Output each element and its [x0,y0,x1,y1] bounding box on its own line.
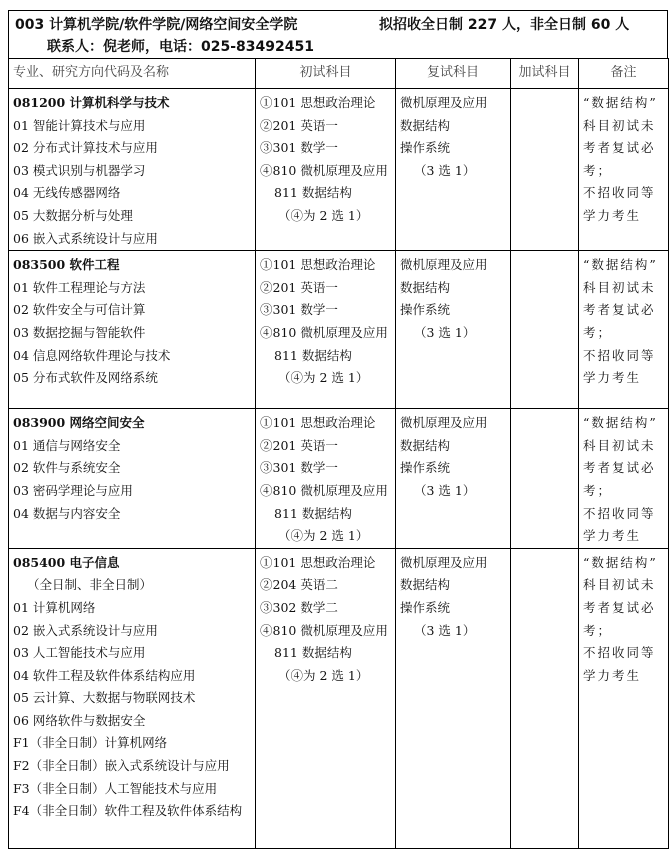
retest-subject: （3 选 1） [414,324,476,340]
research-direction: 01 智能计算技术与应用 [13,117,146,133]
exam-cell [256,409,396,549]
exam-subject: ②201 英语一 [260,279,338,295]
exam-subject: ②201 英语一 [260,117,338,133]
exam-subject: ④810 微机原理及应用 [260,622,388,638]
research-direction: 04 无线传感器网络 [13,185,121,201]
exam-subject: ②204 英语二 [260,577,338,593]
research-direction: 05 云计算、大数据与物联网技术 [13,690,196,706]
program-table [8,58,669,849]
note-line: 考； [583,162,613,178]
retest-subject: 数据结构 [400,577,451,593]
research-direction: 03 密码学理论与应用 [13,482,133,498]
research-direction: F4（非全日制）软件工程及软件体系结构 [13,803,243,819]
note-line: 科目初试未 [583,577,656,593]
major-name: 081200 计算机科学与技术 [13,95,170,110]
exam-cell [256,548,396,848]
note-line: 考者复试必 [583,140,656,156]
notes-cell [579,409,669,549]
notes-cell [579,548,669,848]
admission-table [8,10,668,849]
research-direction: 02 分布式计算技术与应用 [13,140,158,156]
note-line: 考者复试必 [583,460,656,476]
exam-subject: ③301 数学一 [260,140,338,156]
exam-subject: ①101 思想政治理论 [260,257,376,273]
research-direction: 01 通信与网络安全 [13,437,121,453]
research-direction: F1（非全日制）计算机网络 [13,735,168,751]
research-direction: 05 分布式软件及网络系统 [13,370,158,386]
major-cell [9,409,256,549]
exam-cell [256,89,396,251]
exam-subject: ④810 微机原理及应用 [260,482,388,498]
research-direction: 03 人工智能技术与应用 [13,645,146,661]
retest-subject: 数据结构 [400,279,451,295]
research-direction: 03 数据挖掘与智能软件 [13,324,146,340]
retest-cell [396,251,511,409]
exam-subject: ④810 微机原理及应用 [260,324,388,340]
research-direction: 01 计算机网络 [13,599,96,615]
note-line: 学力考生 [583,528,642,544]
note-line: 不招收同等 [583,645,656,661]
exam-subject: ③301 数学一 [260,302,338,318]
note-line: 不招收同等 [583,185,656,201]
note-line: 科目初试未 [583,279,656,295]
extra-cell [511,89,579,251]
note-line: “数据结构” [583,95,658,110]
exam-subject: 811 数据结构 [274,347,352,363]
major-cell [9,251,256,409]
note-line: 不招收同等 [583,347,656,363]
retest-subject: 操作系统 [400,302,451,318]
note-line: “数据结构” [583,415,658,431]
note-line: 学力考生 [583,207,642,223]
note-line: 考； [583,482,613,498]
program-row [9,409,669,549]
col-header-exam: 初试科目 [256,59,396,89]
exam-subject: ①101 思想政治理论 [260,415,376,431]
retest-subject: 微机原理及应用 [400,95,488,110]
retest-cell [396,89,511,251]
enrollment-quota: 拟招收全日制 227 人，非全日制 60 人 [379,17,630,33]
research-direction: 06 嵌入式系统设计与应用 [13,230,158,246]
exam-subject: （④为 2 选 1） [278,207,369,223]
research-direction: 06 网络软件与数据安全 [13,712,146,728]
col-header-notes: 备注 [579,59,669,89]
research-direction: 05 大数据分析与处理 [13,207,133,223]
major-name: 083500 软件工程 [13,257,120,273]
major-cell [9,548,256,848]
note-line: 考者复试必 [583,302,656,318]
exam-subject: 811 数据结构 [274,505,352,521]
note-line: 不招收同等 [583,505,656,521]
retest-cell [396,409,511,549]
exam-cell [256,251,396,409]
major-name: 083900 网络空间安全 [13,415,145,431]
research-direction: 02 软件安全与可信计算 [13,302,146,318]
extra-cell [511,548,579,848]
major-cell [9,89,256,251]
retest-subject: 微机原理及应用 [400,257,488,273]
retest-subject: 微机原理及应用 [400,554,488,570]
retest-subject: （3 选 1） [414,162,476,178]
note-line: 考； [583,324,613,340]
exam-subject: ②201 英语一 [260,437,338,453]
research-direction: F2（非全日制）嵌入式系统设计与应用 [13,758,230,774]
retest-subject: 操作系统 [400,460,451,476]
retest-subject: 数据结构 [400,117,451,133]
retest-subject: 数据结构 [400,437,451,453]
research-direction: 04 信息网络软件理论与技术 [13,347,171,363]
research-direction: 02 软件与系统安全 [13,460,121,476]
retest-subject: （3 选 1） [414,482,476,498]
exam-subject: 811 数据结构 [274,645,352,661]
exam-subject: ①101 思想政治理论 [260,554,376,570]
retest-subject: （3 选 1） [414,622,476,638]
research-direction: 04 软件工程及软件体系结构应用 [13,667,196,683]
exam-subject: ③301 数学一 [260,460,338,476]
col-header-retest: 复试科目 [396,59,511,89]
note-line: “数据结构” [583,554,658,570]
exam-subject: （④为 2 选 1） [278,370,369,386]
retest-cell [396,548,511,848]
program-row [9,548,669,848]
retest-subject: 操作系统 [400,599,451,615]
col-header-extra: 加试科目 [511,59,579,89]
retest-subject: 微机原理及应用 [400,415,488,431]
department-name: 003 计算机学院/软件学院/网络空间安全学院 [15,17,298,33]
note-line: 科目初试未 [583,437,656,453]
program-row [9,89,669,251]
extra-cell [511,251,579,409]
research-direction: 01 软件工程理论与方法 [13,279,146,295]
exam-subject: ④810 微机原理及应用 [260,162,388,178]
note-line: 学力考生 [583,667,642,683]
notes-cell [579,251,669,409]
extra-cell [511,409,579,549]
program-row [9,251,669,409]
note-line: 学力考生 [583,370,642,386]
notes-cell [579,89,669,251]
table-header-row [9,59,669,89]
research-direction: 04 数据与内容安全 [13,505,121,521]
exam-subject: ③302 数学二 [260,599,338,615]
exam-subject: ①101 思想政治理论 [260,95,376,110]
research-direction: （全日制、非全日制） [27,577,153,593]
retest-subject: 操作系统 [400,140,451,156]
research-direction: F3（非全日制）人工智能技术与应用 [13,780,218,796]
note-line: 科目初试未 [583,117,656,133]
note-line: “数据结构” [583,257,658,273]
department-header [8,10,668,58]
note-line: 考； [583,622,613,638]
contact-info: 联系人：倪老师，电话：025-83492451 [47,39,314,55]
exam-subject: （④为 2 选 1） [278,528,369,544]
major-name: 085400 电子信息 [13,554,120,570]
exam-subject: （④为 2 选 1） [278,667,369,683]
research-direction: 03 模式识别与机器学习 [13,162,146,178]
col-header-major: 专业、研究方向代码及名称 [9,59,256,89]
research-direction: 02 嵌入式系统设计与应用 [13,622,158,638]
exam-subject: 811 数据结构 [274,185,352,201]
note-line: 考者复试必 [583,599,656,615]
